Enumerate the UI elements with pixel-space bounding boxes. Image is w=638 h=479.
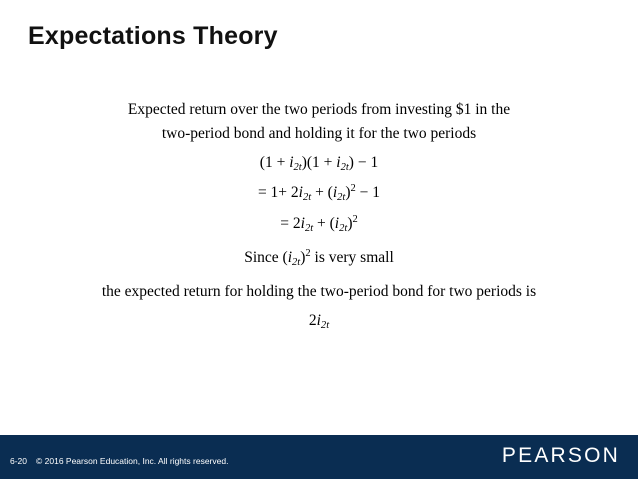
footer-bar: [0, 435, 638, 479]
final-sub: 2t: [320, 320, 330, 332]
equation-1-sub-2: 2t: [340, 161, 349, 173]
equation-2-exponent: 2: [350, 183, 356, 195]
equation-2-sub-2: 2t: [337, 192, 346, 204]
final-var: i: [316, 312, 321, 330]
since-prefix: Since (: [244, 248, 288, 266]
since-line: [40, 246, 598, 271]
since-suffix: ): [300, 248, 306, 266]
equation-3-exponent: 2: [352, 213, 358, 225]
equation-1-prefix: (1 +: [259, 154, 290, 172]
since-tail: is very small: [310, 248, 394, 266]
since-exponent: 2: [305, 248, 311, 260]
equation-2-var-1: i: [298, 184, 303, 202]
equation-3-sub-2: 2t: [339, 222, 348, 234]
equation-3-var-2: i: [334, 214, 340, 232]
equation-3: = $2i_{2t} + (i_{2t})^2$: [280, 213, 358, 234]
slide-number: 6-20: [10, 456, 28, 466]
equation-1-suffix: ) − 1: [348, 154, 379, 172]
intro-line-2: two-period bond and holding it for the two periods: [161, 125, 477, 143]
spacer: [40, 237, 598, 246]
since-sub: 2t: [292, 256, 301, 268]
final-coefficient: 2: [308, 312, 317, 330]
footer-text: [10, 456, 228, 466]
pearson-logo: PEARSON: [501, 444, 620, 467]
equation-1: [40, 151, 598, 176]
equation-3-var-1: i: [300, 214, 305, 232]
equation-1-mid: )(1 +: [301, 154, 337, 172]
slide-body: [40, 98, 598, 334]
equation-2-var-2: i: [332, 184, 338, 202]
equation-2-sub-1: 2t: [302, 192, 312, 204]
equation-2: = $1+ 2i_{2t} + (i_{2t})^2 - 1$: [257, 183, 381, 204]
intro-line-1: Expected return over the two periods from investing $1 in the: [127, 101, 511, 118]
equation-3-sub-1: 2t: [304, 222, 314, 234]
copyright-text: © 2016 Pearson Education, Inc. All rights reserved.: [36, 456, 229, 466]
since-var: i: [287, 248, 293, 266]
conclusion-line: the expected return for holding the two-period bond for two periods is: [101, 283, 537, 301]
equation-1-var-2: i: [336, 154, 341, 172]
equation-1-var-1: i: [289, 154, 294, 172]
final-expression: [40, 309, 598, 334]
page-title: Expectations Theory: [28, 22, 278, 50]
equation-1-sub-1: 2t: [293, 161, 302, 173]
spacer: [40, 271, 598, 280]
